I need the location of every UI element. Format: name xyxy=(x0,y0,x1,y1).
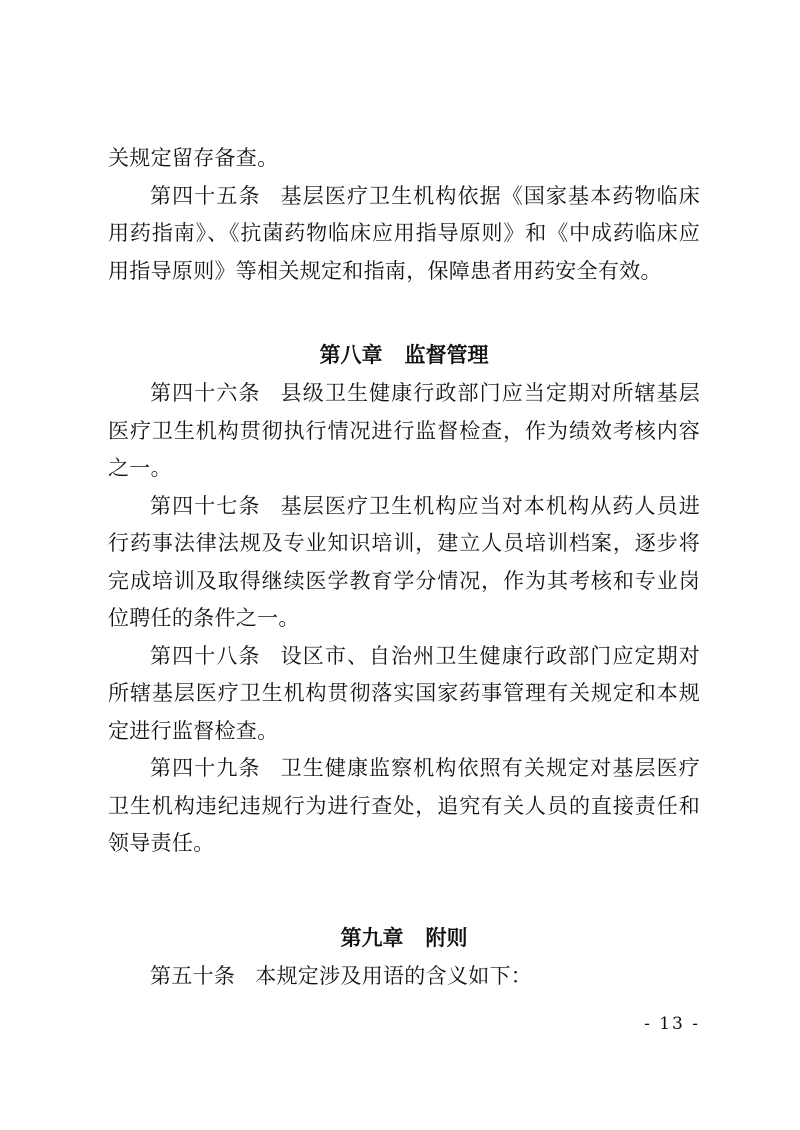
text-block-bottom xyxy=(108,958,700,996)
article-47 xyxy=(108,488,700,638)
article-text: 本规定涉及用语的含义如下： xyxy=(255,964,533,988)
article-50 xyxy=(108,958,700,996)
article-text: 基层医疗卫生机构依据《国家基本药物临床用药指南》、《抗菌药物临床应用指导原则》和《中成药临床应用指导原则》等相关规定和指南，保障患者用药安全有效。 xyxy=(108,183,701,283)
page-number: - 13 - xyxy=(644,1014,700,1034)
text-block-top xyxy=(108,140,700,290)
chapter-heading-8 xyxy=(108,337,700,375)
article-text: 县级卫生健康行政部门应当定期对所辖基层医疗卫生机构贯彻执行情况进行监督检查，作为绩效考核内容之一。 xyxy=(108,381,701,480)
article-number: 第四十八条 xyxy=(150,643,261,668)
article-text: 基层医疗卫生机构应当对本机构从药人员进行药事法律法规及专业知识培训，建立人员培训档案，逐步将完成培训及取得继续医学教育学分情况，作为其考核和专业岗位聘任的条件之一。 xyxy=(108,493,701,630)
article-text: 设区市、自治州卫生健康行政部门应定期对所辖基层医疗卫生机构贯彻落实国家药事管理有关规定和本规定进行监督检查。 xyxy=(108,643,701,743)
article-48 xyxy=(108,638,700,751)
article-text: 卫生健康监察机构依照有关规定对基层医疗卫生机构违纪违规行为进行查处，追究有关人员的直接责任和领导责任。 xyxy=(108,756,701,855)
chapter-number: 第八章 xyxy=(319,343,383,367)
chapter-title: 监督管理 xyxy=(404,343,489,367)
article-45 xyxy=(108,178,700,291)
article-number: 第四十九条 xyxy=(150,756,261,780)
article-number: 第四十七条 xyxy=(150,493,261,518)
article-number: 第四十六条 xyxy=(150,381,261,405)
article-49 xyxy=(108,750,700,863)
continuation-paragraph: 关规定留存备查。 xyxy=(108,146,279,170)
article-number: 第四十五条 xyxy=(150,183,261,208)
article-46 xyxy=(108,375,700,488)
article-number: 第五十条 xyxy=(150,964,236,988)
chapter-number: 第九章 xyxy=(340,926,404,950)
chapter-title: 附则 xyxy=(425,926,468,950)
text-block-middle xyxy=(108,375,700,863)
chapter-heading-9 xyxy=(108,920,700,958)
